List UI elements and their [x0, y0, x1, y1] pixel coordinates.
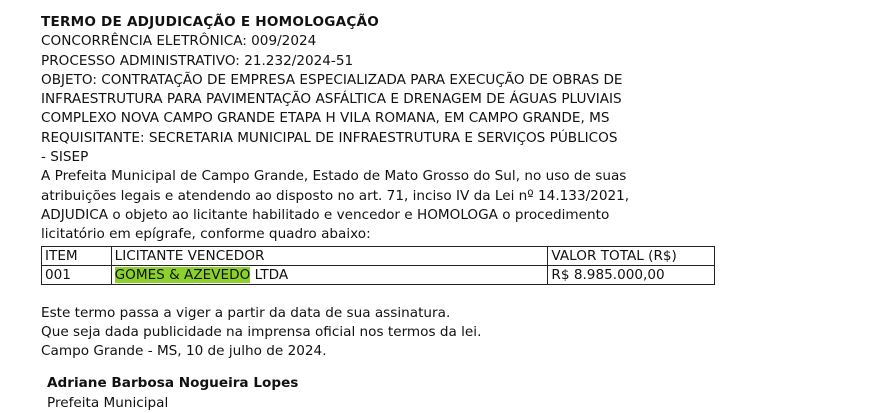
header-block: [41, 32, 841, 71]
body-line: ADJUDICA o objeto ao licitante habilitado e vencedor e HOMOLOGA o procedimento: [41, 206, 610, 223]
signatory-role: Prefeita Municipal: [47, 394, 169, 411]
requisitante-line: REQUISITANTE: SECRETARIA MUNICIPAL DE INFRAESTRUTURA E SERVIÇOS PÚBLICOS: [41, 129, 618, 146]
body-line: A Prefeita Municipal de Campo Grande, Estado de Mato Grosso do Sul, no uso de suas: [41, 168, 627, 185]
objeto-line: COMPLEXO NOVA CAMPO GRANDE ETAPA H VILA ROMANA, EM CAMPO GRANDE, MS: [41, 110, 610, 127]
cell-item: 001: [42, 265, 112, 284]
signature-block: [41, 374, 841, 413]
document-title: TERMO DE ADJUDICAÇÃO E HOMOLOGAÇÃO: [41, 14, 379, 30]
processo-line: PROCESSO ADMINISTRATIVO: 21.232/2024-51: [41, 52, 354, 69]
signatory-name: Adriane Barbosa Nogueira Lopes: [47, 375, 299, 392]
objeto-block: [41, 71, 841, 167]
concorrencia-line: CONCORRÊNCIA ELETRÔNICA: 009/2024: [41, 33, 317, 50]
body-line: licitatório em epígrafe, conforme quadro abaixo:: [41, 226, 371, 243]
objeto-line: INFRAESTRUTURA PARA PAVIMENTAÇÃO ASFÁLTICA E DRENAGEM DE ÁGUAS PLUVIAIS: [41, 91, 622, 108]
highlighted-company-name: GOMES & AZEVEDO: [114, 266, 251, 283]
award-table: [41, 246, 715, 285]
body-paragraph: [41, 167, 841, 244]
table-row: [42, 265, 715, 284]
footer-line: Que seja dada publicidade na imprensa oficial nos termos da lei.: [41, 323, 482, 340]
footer-block: [41, 304, 841, 362]
company-suffix: LTDA: [250, 266, 289, 283]
requisitante-line: - SISEP: [41, 149, 89, 166]
header-valor: VALOR TOTAL (R$): [548, 246, 715, 265]
body-line: atribuições legais e atendendo ao disposto no art. 71, inciso IV da Lei nº 14.133/2021,: [41, 187, 630, 204]
header-licitante: LICITANTE VENCEDOR: [111, 246, 548, 265]
header-item: ITEM: [42, 246, 112, 265]
document: [41, 13, 841, 413]
cell-valor: R$ 8.985.000,00: [548, 265, 715, 284]
table-header-row: [42, 246, 715, 265]
objeto-line: OBJETO: CONTRATAÇÃO DE EMPRESA ESPECIALIZADA PARA EXECUÇÃO DE OBRAS DE: [41, 71, 623, 88]
cell-licitante: [111, 265, 548, 284]
date-line: Campo Grande - MS, 10 de julho de 2024.: [41, 343, 327, 360]
footer-line: Este termo passa a viger a partir da data de sua assinatura.: [41, 304, 451, 321]
